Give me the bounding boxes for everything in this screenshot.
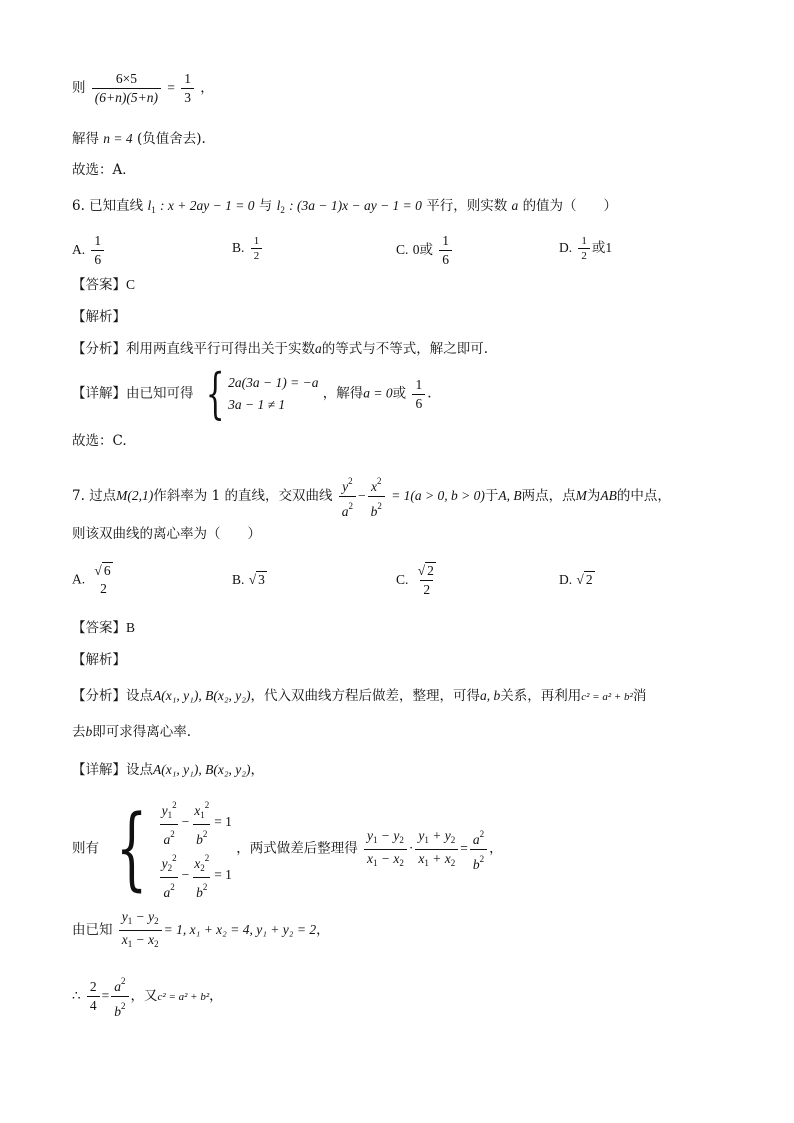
- analysis-line-2: 去b即可求得离心率.: [72, 724, 192, 740]
- answer-line: 【答案】C: [72, 277, 136, 293]
- option-c: C. $\frac{√ 2}{2}$: [396, 563, 434, 597]
- answer-line: 【答案】B: [72, 620, 136, 636]
- analysis-header: 【解析】: [72, 652, 126, 668]
- equation-system: { $\frac{y_1^2}{a^2}$ − $\frac{x_1^2}{b^2}$ = 1 $\frac{y_2^2}{a^2}$ − $\frac{x_2^2}{b^2}$ = 1: [116, 796, 232, 901]
- equation-system: { 2a(3a − 1) = −a 3a − 1 ≠ 1: [205, 362, 319, 425]
- analysis-line: 【分析】设点A(x₁, y₁), B(x₂, y₂)，代入双曲线方程后做差，整理，可得a, b关系，再利用c² = a² + b²消: [72, 688, 647, 704]
- option-a: A. √ 6 2: [72, 563, 111, 596]
- detail-line: 【详解】设点A(x₁, y₁), B(x₂, y₂)，: [72, 762, 264, 778]
- text-ze: 则: [72, 80, 86, 96]
- option-a: A. $\frac{1}{6}$: [72, 232, 106, 269]
- question-7-stem-line2: 则该双曲线的离心率为（ ）: [72, 526, 261, 542]
- option-d: D. √ 2: [559, 572, 593, 587]
- fraction: $\frac{6\times 5}{(6+n)(5+n)}$: [92, 70, 161, 107]
- detail-line: 【详解】由已知可得 { 2a(3a − 1) = −a 3a − 1 ≠ 1 ，解得a = 0或 $\frac{1}{6}$ .: [72, 362, 432, 425]
- option-c: C. 0或 $\frac{1}{6}$: [396, 232, 454, 269]
- analysis-header: 【解析】: [72, 309, 126, 325]
- known-line: 由已知 $\frac{y_1 - y_2}{x_1 - x_2}$ = 1, x₁ + x₂ = 4, y₁ + y₂ = 2，: [72, 908, 330, 953]
- solution-line-2: 解得 n = 4 (负值舍去).: [72, 131, 206, 147]
- analysis-line: 【分析】利用两直线平行可得出关于实数a的等式与不等式，解之即可.: [72, 341, 489, 357]
- option-b: B. $\frac{1}{2}$: [232, 234, 264, 263]
- choice-line-6: 故选：C.: [72, 433, 127, 449]
- choice-line: 故选：A．: [72, 162, 136, 178]
- question-6-stem: 6. 已知直线 $l_1$ : x + 2ay − 1 = 0 与 $l_2$ : (3a − 1)x − ay − 1 = 0 平行，则实数 a 的值为（ ）: [72, 198, 618, 215]
- option-d: D. $\frac{1}{2}$ 或1: [559, 235, 613, 262]
- detail-system-line: 则有 { $\frac{y_1^2}{a^2}$ − $\frac{x_1^2}{b^2}$ = 1 $\frac{y_2^2}{a^2}$ − $\frac{x_2^2}{b^2}$ = 1 ，两式做差后整理得 $\frac{y_1 - y_2}{x_1 - x_2}$ · $\frac{y_1 + y_2}{x_1 + x_2}$ = $\frac{a^2}{b^2}$ ，: [72, 796, 503, 901]
- solution-line-1: 则 $\frac{6\times 5}{(6+n)(5+n)}$ = $\frac{1}{3}$ ，: [72, 71, 214, 105]
- therefore-line: ∴ $\frac{2}{4}$ = $\frac{a^2}{b^2}$ ，又c² = a² + b²，: [72, 976, 223, 1019]
- question-7-stem: 7. 过点M(2,1)作斜率为 1 的直线，交双曲线 $\frac{y^2}{a^2}$ − $\frac{x^2}{b^2}$ = 1(a > 0, b > 0)于A, B两点，点M为AB的中点，: [72, 476, 671, 519]
- option-b: B. √ 3: [232, 572, 265, 587]
- fraction: $\frac{1}{3}$: [181, 70, 194, 107]
